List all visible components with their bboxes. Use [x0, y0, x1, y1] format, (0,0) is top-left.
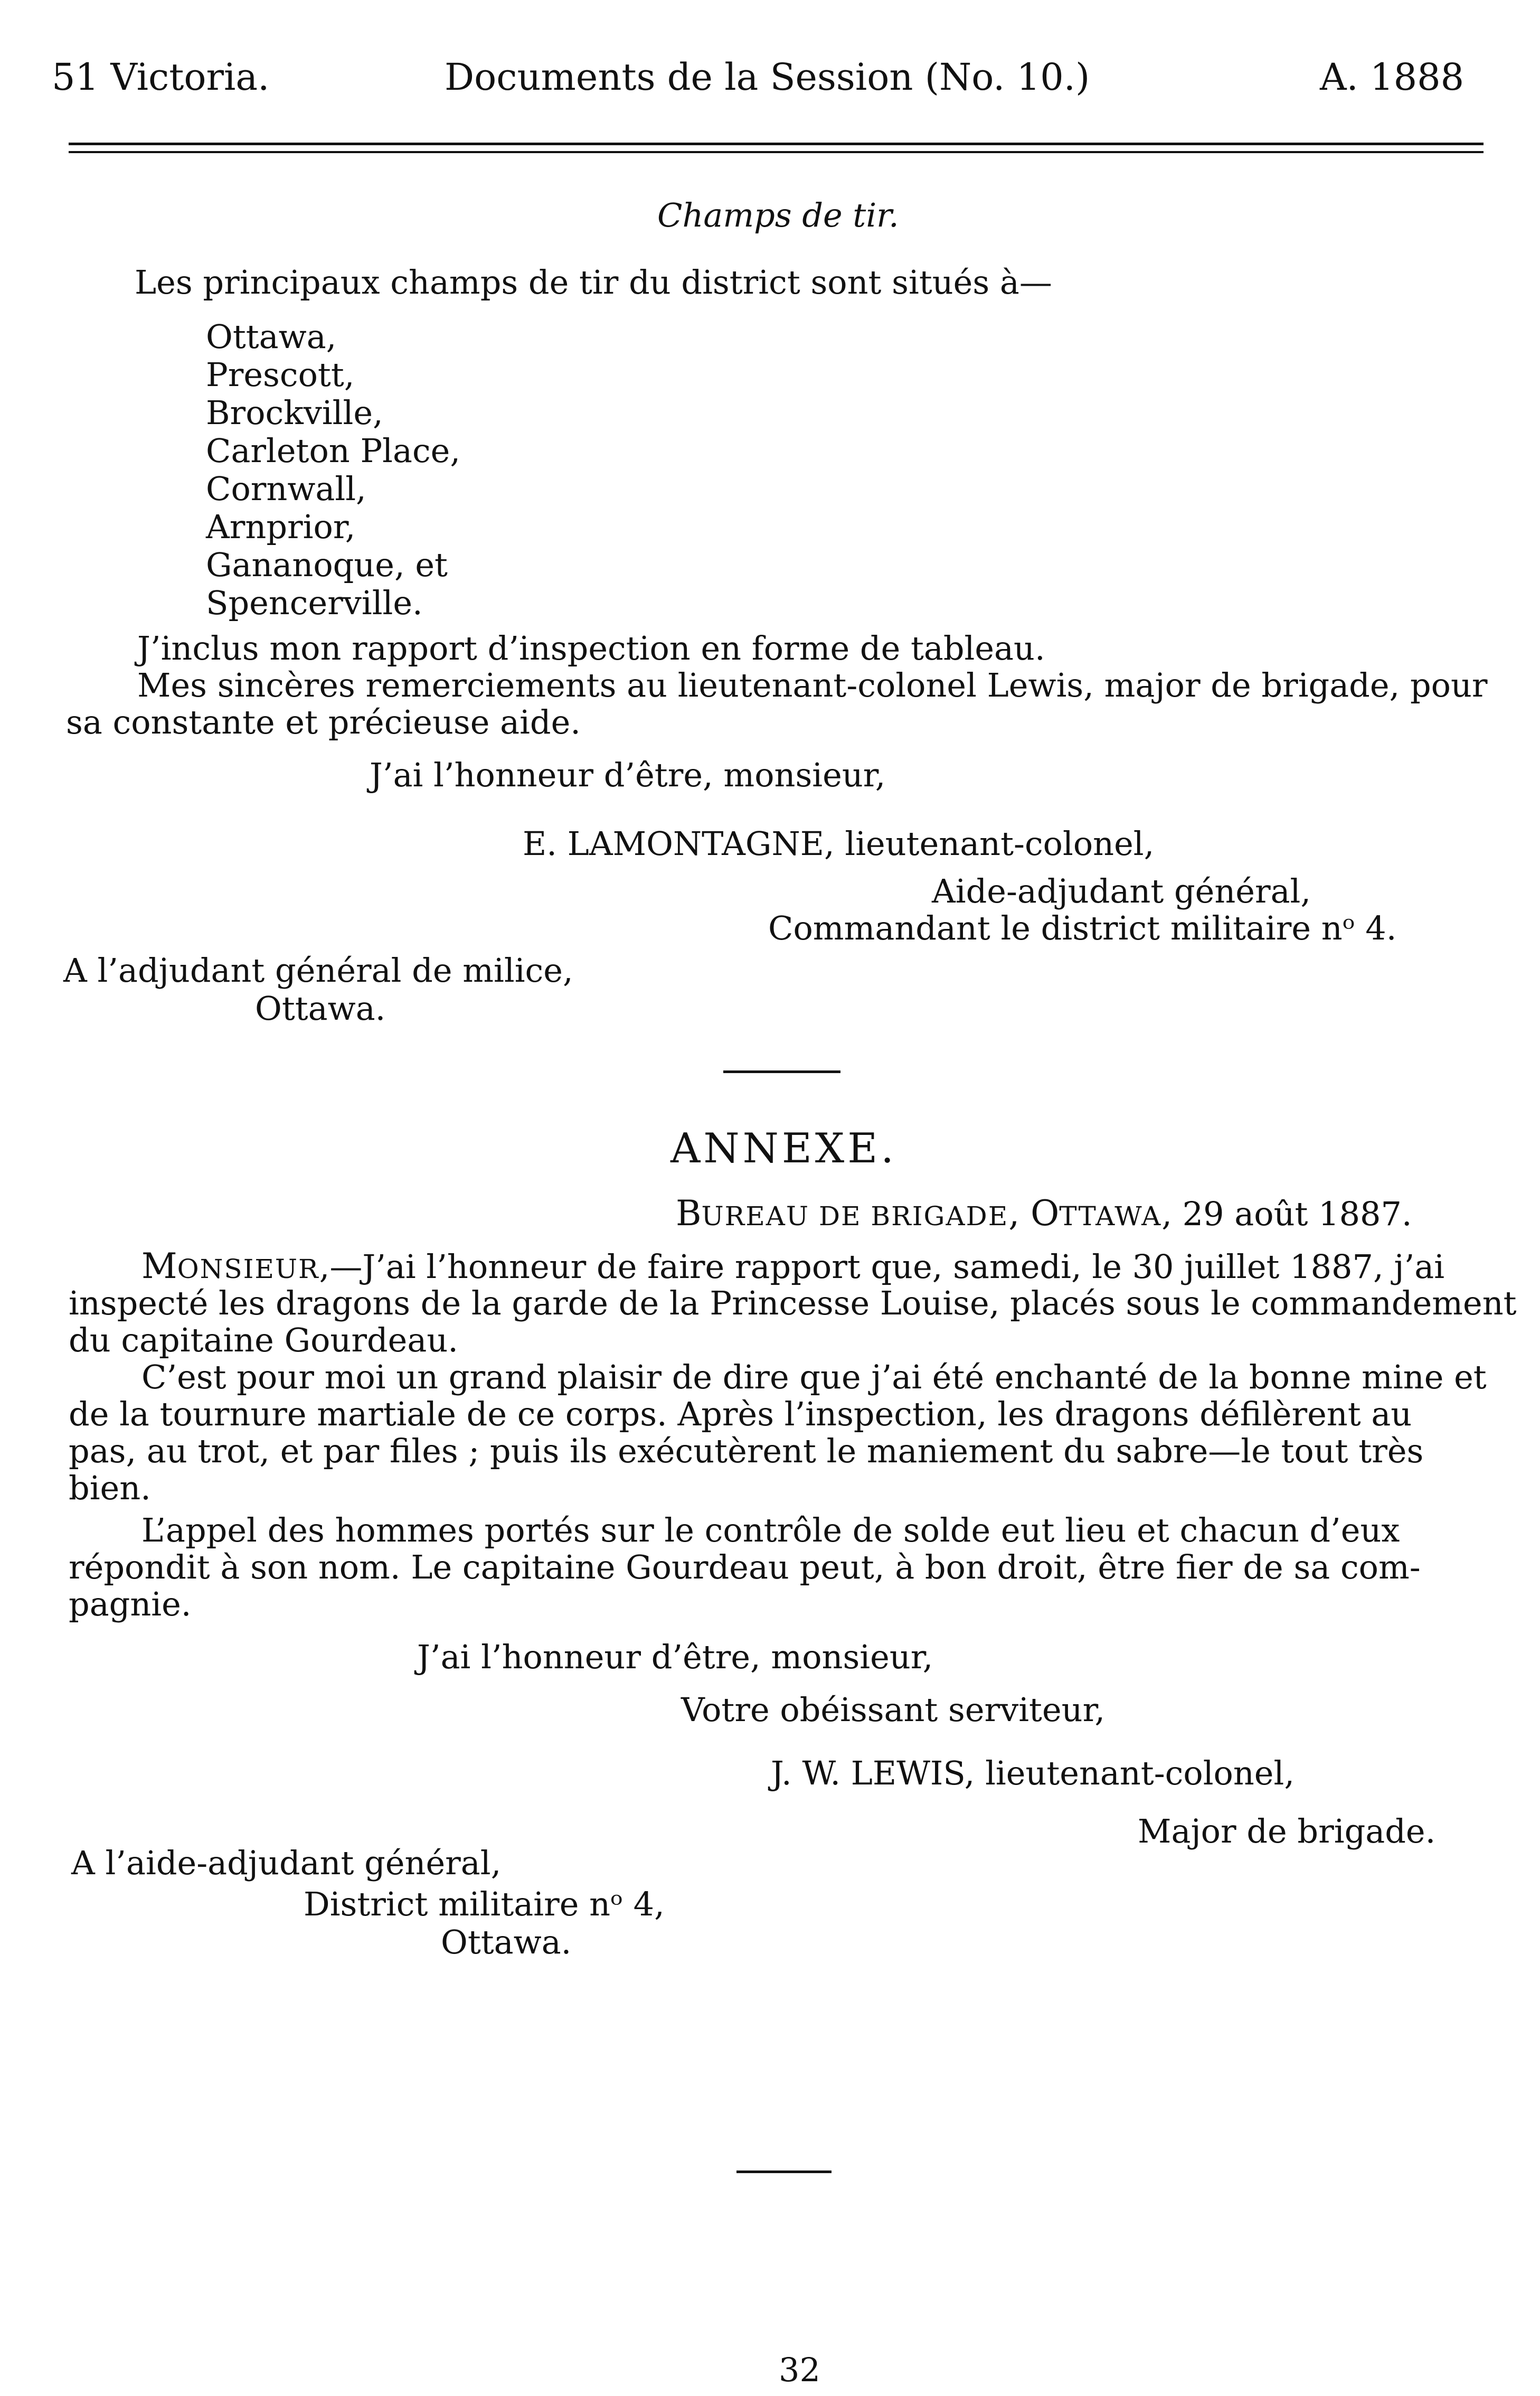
annexe-signature-title: Major de brigade.: [1138, 1812, 1436, 1850]
header-right: A. 1888: [1320, 55, 1465, 99]
signature-title-1: Aide-adjudant général,: [932, 872, 1311, 910]
annexe-addressee-line-1: A l’aide-adjudant général,: [71, 1844, 502, 1882]
signature-name: E. LAMONTAGNE, lieutenant-colonel,: [523, 824, 1155, 863]
annexe-p2-line3: pas, au trot, et par files ; puis ils exécutèrent le maniement du sabre—le tout très: [69, 1432, 1424, 1470]
annexe-p2-line4: bien.: [69, 1469, 151, 1507]
page-number: 32: [779, 2351, 820, 2389]
annexe-closing: J’ai l’honneur d’être, monsieur,: [417, 1638, 933, 1676]
paragraph-thanks-line2: sa constante et précieuse aide.: [66, 703, 581, 741]
bottom-separator: [736, 2171, 832, 2173]
range-item: Brockville,: [206, 393, 383, 432]
signature-title-2: Commandant le district militaire nᵒ 4.: [768, 909, 1397, 947]
header-rule-bottom: [69, 151, 1484, 153]
annexe-p3-line2: répondit à son nom. Le capitaine Gourdeau peut, à bon droit, être fier de sa com-: [69, 1548, 1421, 1586]
range-item: Gananoque, et: [206, 546, 448, 584]
annexe-p2-line2: de la tournure martiale de ce corps. Après l’inspection, les dragons défilèrent au: [69, 1395, 1412, 1433]
range-item: Carleton Place,: [206, 431, 461, 470]
addressee-line-2: Ottawa.: [255, 989, 386, 1028]
annexe-addressee-line-2: District militaire nᵒ 4,: [304, 1885, 665, 1923]
header-rule-top: [69, 143, 1484, 145]
addressee-line-1: A l’adjudant général de milice,: [63, 951, 573, 990]
intro-line: Les principaux champs de tir du district sont situés à—: [135, 263, 1052, 302]
dateline-initial: B: [676, 1193, 702, 1234]
header-left: 51 Victoria.: [52, 55, 270, 99]
range-item: Ottawa,: [206, 317, 337, 356]
dateline-city: TTAWA: [1059, 1201, 1162, 1232]
annexe-p3-line1: L’appel des hommes portés sur le contrôle de solde eut lieu et chacun d’eux: [141, 1511, 1400, 1549]
range-item: Prescott,: [206, 355, 355, 394]
annexe-addressee-line-3: Ottawa.: [441, 1923, 572, 1961]
annexe-closing-2: Votre obéissant serviteur,: [681, 1690, 1106, 1729]
annexe-dateline: [676, 1194, 1412, 1236]
range-item: Arnprior,: [206, 508, 356, 546]
section-title: Champs de tir.: [657, 196, 899, 234]
dateline-date: , 29 août 1887.: [1161, 1195, 1412, 1233]
range-item: Spencerville.: [206, 584, 423, 622]
closing-line: J’ai l’honneur d’être, monsieur,: [370, 756, 886, 794]
header-center: Documents de la Session (No. 10.): [445, 55, 1090, 99]
annexe-p1-text: ,—J’ai l’honneur de faire rapport que, samedi, le 30 juillet 1887, j’ai: [319, 1247, 1445, 1286]
salutation-initial: M: [141, 1246, 177, 1286]
annexe-p1-line3: du capitaine Gourdeau.: [69, 1321, 458, 1359]
annexe-p1-line2: inspecté les dragons de la garde de la Princesse Louise, placés sous le commandement: [69, 1284, 1517, 1322]
dateline-bureau: UREAU DE BRIGADE: [701, 1201, 1009, 1232]
annexe-p1-line1: [141, 1246, 1444, 1289]
annexe-signature-name: J. W. LEWIS, lieutenant-colonel,: [771, 1754, 1295, 1792]
section-separator: [723, 1070, 840, 1073]
dateline-initial-2: , O: [1008, 1193, 1060, 1234]
paragraph-thanks-line1: Mes sincères remerciements au lieutenant-colonel Lewis, major de brigade, pour: [137, 666, 1488, 704]
annexe-p3-line3: pagnie.: [69, 1585, 192, 1623]
annexe-title: ANNEXE.: [670, 1125, 897, 1172]
salutation-rest: ONSIEUR: [177, 1254, 319, 1284]
annexe-p2-line1: C’est pour moi un grand plaisir de dire que j’ai été enchanté de la bonne mine et: [141, 1358, 1487, 1396]
range-item: Cornwall,: [206, 469, 366, 508]
paragraph-report: J’inclus mon rapport d’inspection en forme de tableau.: [137, 629, 1045, 668]
